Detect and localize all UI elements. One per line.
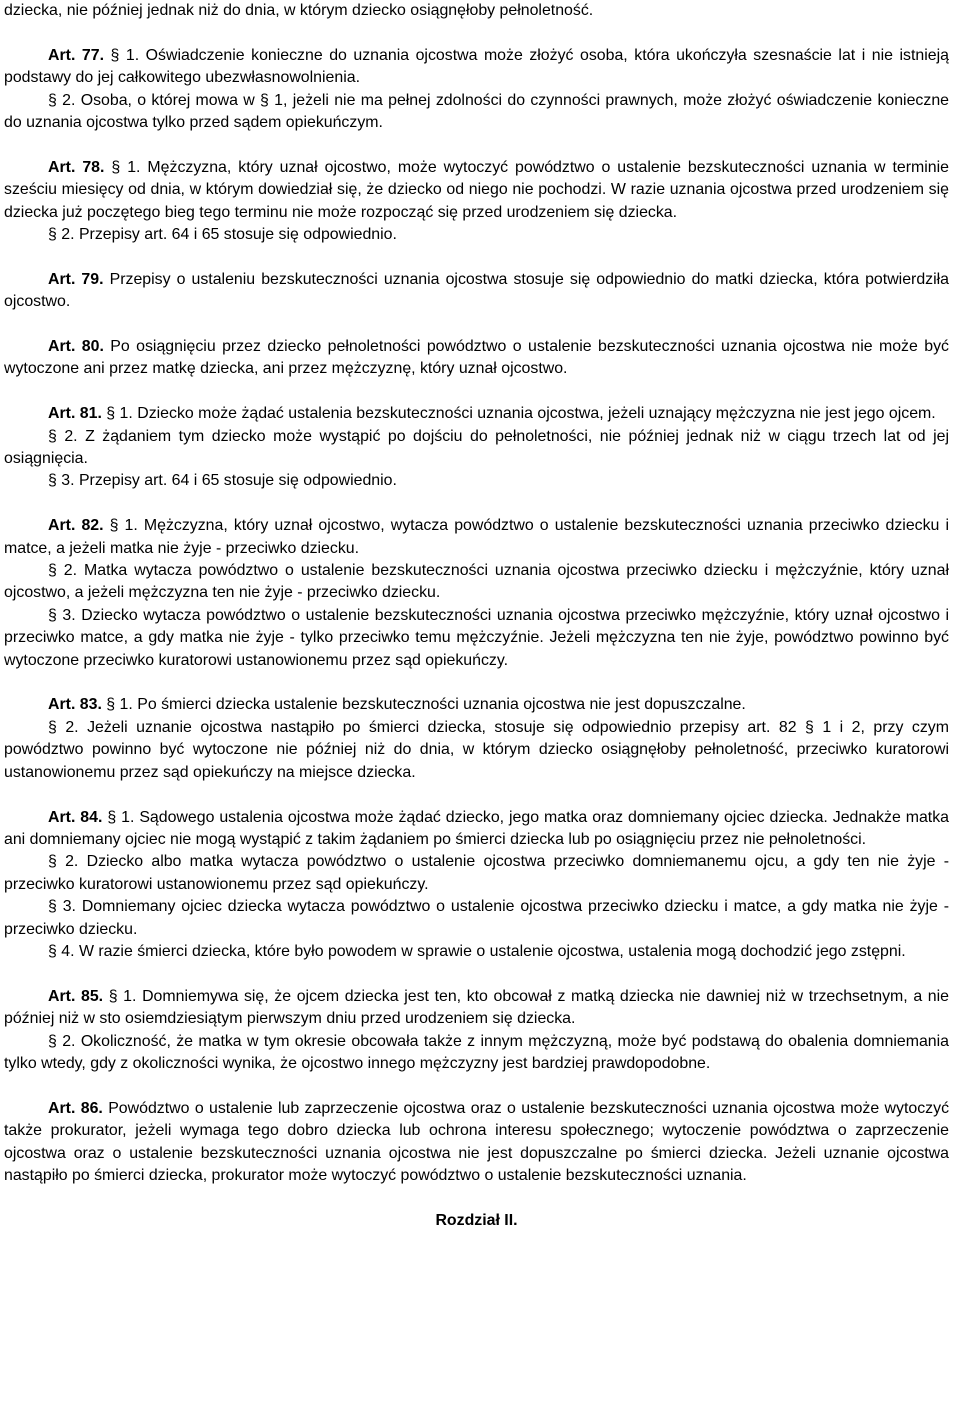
paragraph-text: Oświadczenie konieczne do uznania ojcostwa może złożyć osoba, która ukończyła szesnaście lat i nie istnieją podstawy do jej całkowitego ubezwłasnowolnienia. (4, 46, 949, 87)
article-paragraph (4, 1098, 949, 1188)
article-label: Art. 78. (48, 158, 105, 176)
article-label: Art. 81. (48, 405, 102, 423)
section-number: § 3. (48, 472, 75, 490)
article (4, 0, 949, 22)
section-number: § 2. (48, 718, 79, 736)
article-paragraph (4, 515, 949, 560)
paragraph-text: Po śmierci dziecka ustalenie bezskuteczności uznania ojcostwa nie jest dopuszczalne. (137, 696, 746, 714)
paragraph-text: Dziecko wytacza powództwo o ustalenie bezskuteczności uznania ojcostwa przeciwko mężczyźnie, który uznał ojcostwo i przeciwko matce, a gdy matka nie żyje - tylko przeciwko temu mężczyźnie. Jeżeli mężczyzna ten nie żyje, powództwo powinno być wytoczone przeciwko kuratorowi ustanowionemu przez sąd opiekuńczy. (4, 606, 949, 669)
article-label: Art. 85. (48, 987, 104, 1005)
article (4, 515, 949, 672)
paragraph-text: Przepisy o ustaleniu bezskuteczności uznania ojcostwa stosuje się odpowiednio do matki dziecka, która potwierdziła ojcostwo. (4, 270, 950, 311)
article (4, 336, 949, 381)
article-paragraph (4, 224, 949, 246)
paragraph-text: Dziecko może żądać ustalenia bezskuteczności uznania ojcostwa, jeżeli uznający mężczyzna nie jest jego ojcem. (137, 405, 936, 423)
article-paragraph (4, 560, 949, 605)
paragraph-text: Przepisy art. 64 i 65 stosuje się odpowiednio. (78, 472, 397, 490)
article-label: Art. 77. (48, 46, 104, 64)
section-number: § 1. (109, 517, 138, 535)
article-paragraph (4, 717, 949, 784)
article (4, 694, 949, 784)
article-paragraph (4, 896, 949, 941)
article-paragraph (4, 1031, 949, 1076)
section-number: § 2. (48, 1032, 76, 1050)
article-paragraph (4, 426, 949, 471)
articles-container (4, 0, 949, 1187)
section-number: § 3. (48, 898, 76, 916)
paragraph-text: dziecka, nie później jednak niż do dnia, w którym dziecko osiągnęłoby pełnoletność. (4, 2, 594, 19)
section-number: § 2. (48, 853, 79, 871)
article (4, 807, 949, 964)
article-paragraph (4, 986, 949, 1031)
section-number: § 1. (111, 158, 141, 176)
paragraph-text: W razie śmierci dziecka, które było powodem w sprawie o ustalenie ojcostwa, ustalenia mogą dochodzić jego zstępni. (78, 942, 906, 960)
article-paragraph (4, 851, 949, 896)
paragraph-text: Jeżeli uznanie ojcostwa nastąpiło po śmierci dziecka, stosuje się odpowiednio przepisy art. 82 § 1 i 2, przy czym powództwo powinno być wytoczone nie później niż do dnia, w którym dziecko osiągnęłoby pełnoletność, przeciwko kuratorowi ustanowionemu przez sąd opiekuńczy na miejsce dziecka. (4, 718, 949, 781)
article-paragraph (4, 605, 949, 672)
article (4, 157, 949, 247)
article (4, 269, 949, 314)
paragraph-text: Osoba, o której mowa w § 1, jeżeli nie ma pełnej zdolności do czynności prawnych, może złożyć oświadczenie konieczne do uznania ojcostwa tylko przed sądem opiekuńczym. (4, 91, 949, 132)
article-label: Art. 84. (48, 808, 103, 826)
article-paragraph (4, 694, 949, 716)
article-paragraph (4, 45, 949, 90)
article-paragraph (4, 403, 949, 425)
article-paragraph (4, 157, 949, 224)
paragraph-text: Powództwo o ustalenie lub zaprzeczenie ojcostwa oraz o ustalenie bezskuteczności uznania ojcostwa może wytoczyć także prokurator, jeżeli wymaga tego dobro dziecka lub ochrona interesu społecznego; wytoczenie powództwa o zaprzeczenie ojcostwa oraz o ustalenie bezskuteczności uznania ojcostwa nie jest dopuszczalne po śmierci dziecka. Jeżeli uznanie ojcostwa nastąpiło po śmierci dziecka, prokurator może wytoczyć powództwo o ustalenie bezskuteczności uznania. (4, 1099, 950, 1184)
article-paragraph (4, 269, 949, 314)
article-paragraph (4, 941, 949, 963)
section-number: § 1. (106, 696, 133, 714)
paragraph-text: Sądowego ustalenia ojcostwa może żądać dziecko, jego matka oraz domniemany ojciec dziecka. Jednakże matka ani domniemany ojciec nie mogą wystąpić z takim żądaniem po śmierci dziecka lub po osiągnięciu przez nie pełnoletności. (4, 808, 949, 848)
article (4, 45, 949, 135)
article-label: Art. 83. (48, 696, 102, 714)
chapter-heading: Rozdział II. (435, 1211, 518, 1229)
section-number: § 2. (48, 562, 78, 580)
paragraph-text: Domniemywa się, że ojcem dziecka jest ten, kto obcował z matką dziecka nie dawniej niż w trzechsetnym, a nie później niż w sto osiemdziesiątym pierwszym dniu przed urodzeniem się dziecka. (4, 987, 949, 1028)
article-paragraph (4, 336, 949, 381)
section-number: § 3. (48, 606, 76, 624)
article-label: Art. 80. (48, 338, 104, 356)
section-number: § 2. (48, 91, 76, 109)
article-paragraph (4, 90, 949, 135)
section-number: § 4. (48, 942, 75, 960)
article-label: Art. 79. (48, 270, 104, 288)
paragraph-text: Domniemany ojciec dziecka wytacza powództwo o ustalenie ojcostwa przeciwko dziecku i matce, a gdy matka nie żyje - przeciwko dziecku. (4, 898, 949, 938)
article (4, 1098, 949, 1188)
section-number: § 2. (48, 226, 75, 244)
article (4, 403, 949, 493)
paragraph-text: Z żądaniem tym dziecko może wystąpić po dojściu do pełnoletności, nie później jednak niż w ciągu trzech lat od jej osiągnięcia. (4, 427, 949, 468)
section-number: § 1. (110, 46, 140, 64)
paragraph-text: Mężczyzna, który uznał ojcostwo, wytacza powództwo o ustalenie bezskuteczności uznania przeciwko dziecku i matce, a jeżeli matka nie żyje - przeciwko dziecku. (4, 517, 949, 557)
section-number: § 1. (107, 808, 135, 826)
paragraph-text: Przepisy art. 64 i 65 stosuje się odpowiednio. (78, 226, 397, 244)
paragraph-text: Matka wytacza powództwo o ustalenie bezskuteczności uznania ojcostwa przeciwko dziecku i mężczyźnie, który uznał ojcostwo, a jeżeli mężczyzna ten nie żyje - przeciwko dziecku. (4, 562, 949, 602)
paragraph-text: Okoliczność, że matka w tym okresie obcowała także z innym mężczyzną, może być podstawą do obalenia domniemania tylko wtedy, gdy z okoliczności wynika, że ojcostwo innego mężczyzny jest bardziej prawdopodobne. (4, 1032, 949, 1072)
article (4, 986, 949, 1076)
section-number: § 2. (48, 427, 78, 445)
article-label: Art. 86. (48, 1099, 103, 1117)
article-label: Art. 82. (48, 517, 104, 535)
section-number: § 1. (108, 987, 137, 1005)
article-paragraph (4, 0, 949, 22)
paragraph-text: Po osiągnięciu przez dziecko pełnoletności powództwo o ustalenie bezskuteczności uznania ojcostwa nie może być wytoczone ani przez matkę dziecka, ani przez mężczyznę, który uznał ojcostwo. (4, 338, 949, 378)
paragraph-text: Dziecko albo matka wytacza powództwo o ustalenie ojcostwa przeciwko domniemanemu ojcu, a gdy ten nie żyje - przeciwko kuratorowi ustanowionemu przez sąd opiekuńczy. (4, 853, 949, 893)
paragraph-text: Mężczyzna, który uznał ojcostwo, może wytoczyć powództwo o ustalenie bezskuteczności uznania w terminie sześciu miesięcy od dnia, w którym dowiedział się, że dziecko od niego nie pochodzi. W razie uznania ojcostwa przed urodzeniem się dziecka już poczętego bieg tego terminu nie może rozpocząć się przed urodzeniem się dziecka. (4, 158, 949, 221)
article-paragraph (4, 807, 949, 852)
article-paragraph (4, 470, 949, 492)
section-number: § 1. (106, 405, 133, 423)
